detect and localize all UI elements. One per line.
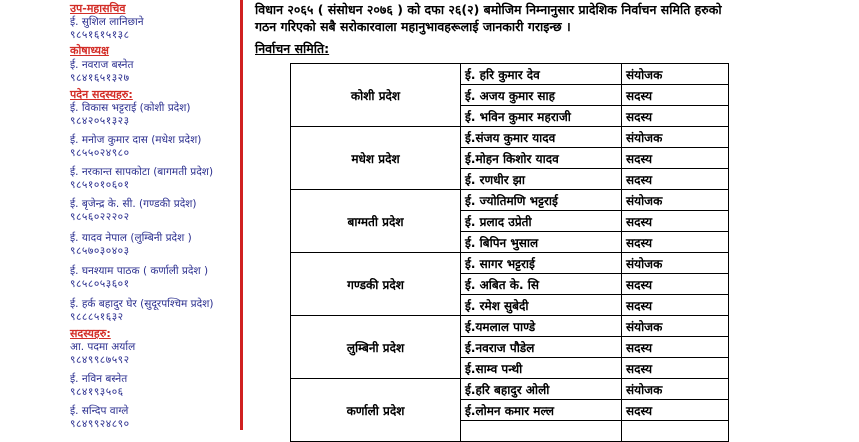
treasurer-name: ई. नवराज बस्नेत (70, 59, 134, 71)
member-name-cell: ई.नवराज पौडेल (461, 337, 622, 358)
members-heading: सदस्यहरु: (70, 327, 111, 340)
table-row (291, 190, 729, 211)
member-role-cell: संयोजक (622, 379, 729, 400)
table-row (291, 379, 729, 400)
treasurer-phone: ९८४१६५१३२७ (70, 72, 130, 84)
member-role-cell: सदस्य (622, 337, 729, 358)
sidebar-divider (240, 0, 243, 430)
member-role-cell: संयोजक (622, 190, 729, 211)
member-name-cell: ई. रणधीर झा (461, 169, 622, 190)
member-name-cell: ई. प्रलाद उप्रेती (461, 211, 622, 232)
member-role-cell: संयोजक (622, 127, 729, 148)
election-committee-table (290, 63, 729, 442)
province-cell: बाग्मती प्रदेश (291, 190, 461, 253)
member-name-cell: ई. भविन कुमार महराजी (461, 106, 622, 127)
member-role-cell: सदस्य (622, 400, 729, 421)
member-name-cell: ई.लोमन कमार मल्ल (461, 400, 622, 421)
member-name-cell: ई.मोहन किशोर यादव (461, 148, 622, 169)
intro-line: गठन गरिएको सबै सरोकारवाला महानुभावहरूलाई जानकारी गराइन्छ । (255, 19, 571, 34)
member-phone: ९८४१९३५०६ (70, 386, 124, 398)
member-role-cell: सदस्य (622, 274, 729, 295)
ex-officio-name: ई. विकास भट्टराई (कोशी प्रदेश) (70, 102, 191, 114)
province-cell: कर्णाली प्रदेश (291, 379, 461, 442)
member-phone: ९८४९९२४८९० (70, 418, 130, 430)
table-row (291, 64, 729, 85)
ex-officio-phone: ९८४२०५१३२३ (70, 115, 130, 127)
ex-officio-phone: ९८८८५१६३२ (70, 311, 124, 323)
member-role-cell: सदस्य (622, 148, 729, 169)
table-row (291, 127, 729, 148)
member-name: ई. नविन बस्नेत (70, 373, 128, 385)
vice-general-secretary-heading: उप-महासचिव (70, 2, 126, 15)
intro-line: विधान २०६५ ( संसोधन २०७६ ) को दफा २६(२) बमोजिम निम्नानुसार प्रादेशिक निर्वाचन समिति हरुको (255, 2, 722, 17)
treasurer-heading: कोषाध्यक्ष (70, 44, 109, 57)
member-role-cell: सदस्य (622, 106, 729, 127)
member-role-cell: संयोजक (622, 253, 729, 274)
member-role-cell: सदस्य (622, 211, 729, 232)
member-role-cell: सदस्य (622, 295, 729, 316)
member-name-cell: ई. अबित के. सि (461, 274, 622, 295)
member-name-cell: ई.साम्व पन्थी (461, 358, 622, 379)
office-bearers-sidebar (62, 0, 238, 430)
ex-officio-name: ई. हर्क बहादुर घेर (सुदूरपश्चिम प्रदेश) (70, 298, 214, 310)
member-role-cell (622, 421, 729, 442)
ex-officio-phone: ९८५५०२४९८० (70, 147, 130, 159)
ex-officio-heading: पदेन सदस्यहरु: (70, 88, 133, 101)
member-name-cell (461, 421, 622, 442)
member-name-cell: ई.यमलाल पाण्डे (461, 316, 622, 337)
member-role-cell: सदस्य (622, 85, 729, 106)
province-cell: मधेश प्रदेश (291, 127, 461, 190)
member-name-cell: ई. रमेश सुबेदी (461, 295, 622, 316)
member-name-cell: ई. बिपिन भुसाल (461, 232, 622, 253)
member-role-cell: सदस्य (622, 169, 729, 190)
member-role-cell: संयोजक (622, 316, 729, 337)
ex-officio-phone: ९८५१०१०६०१ (70, 179, 130, 191)
ex-officio-name: ई. घनश्याम पाठक ( कर्णाली प्रदेश ) (70, 265, 209, 277)
ex-officio-name: ई. यादव नेपाल (लुम्बिनी प्रदेश ) (70, 232, 192, 244)
member-role-cell: सदस्य (622, 358, 729, 379)
ex-officio-phone: ९८५८०५३६०१ (70, 278, 130, 290)
committee-title: निर्वाचन समिति: (255, 41, 330, 56)
member-name-cell: ई.हरि बहादुर ओली (461, 379, 622, 400)
member-name-cell: ई.संजय कुमार यादव (461, 127, 622, 148)
member-name-cell: ई. अजय कुमार साह (461, 85, 622, 106)
ex-officio-phone: ९८५७०३०४०३ (70, 245, 130, 257)
province-cell: गण्डकी प्रदेश (291, 253, 461, 316)
ex-officio-name: ई. बृजेन्द्र के. सी. (गण्डकी प्रदेश) (70, 198, 197, 210)
member-name: आ. पदमा अर्याल (70, 341, 136, 353)
member-role-cell: सदस्य (622, 232, 729, 253)
table-row (291, 316, 729, 337)
member-name-cell: ई. सागर भट्टराई (461, 253, 622, 274)
member-name-cell: ई. ज्योतिमणि भट्टराई (461, 190, 622, 211)
member-phone: ९८४९९८७५९२ (70, 354, 130, 366)
vice-general-secretary-name: ई. सुशिल लानिछाने (70, 16, 144, 28)
member-name-cell: ई. हरि कुमार देव (461, 64, 622, 85)
member-role-cell: संयोजक (622, 64, 729, 85)
table-row (291, 253, 729, 274)
province-cell: लुम्बिनी प्रदेश (291, 316, 461, 379)
member-name: ई. सन्दिप वाग्ले (70, 405, 129, 417)
ex-officio-name: ई. नरकान्त सापकोटा (बागमती प्रदेश) (70, 166, 214, 178)
province-cell: कोशी प्रदेश (291, 64, 461, 127)
ex-officio-phone: ९८५६०२२२०२ (70, 211, 130, 223)
vice-general-secretary-phone: ९८५१६१५१३८ (70, 29, 130, 41)
ex-officio-name: ई. मनोज कुमार दास (मधेश प्रदेश) (70, 134, 202, 146)
